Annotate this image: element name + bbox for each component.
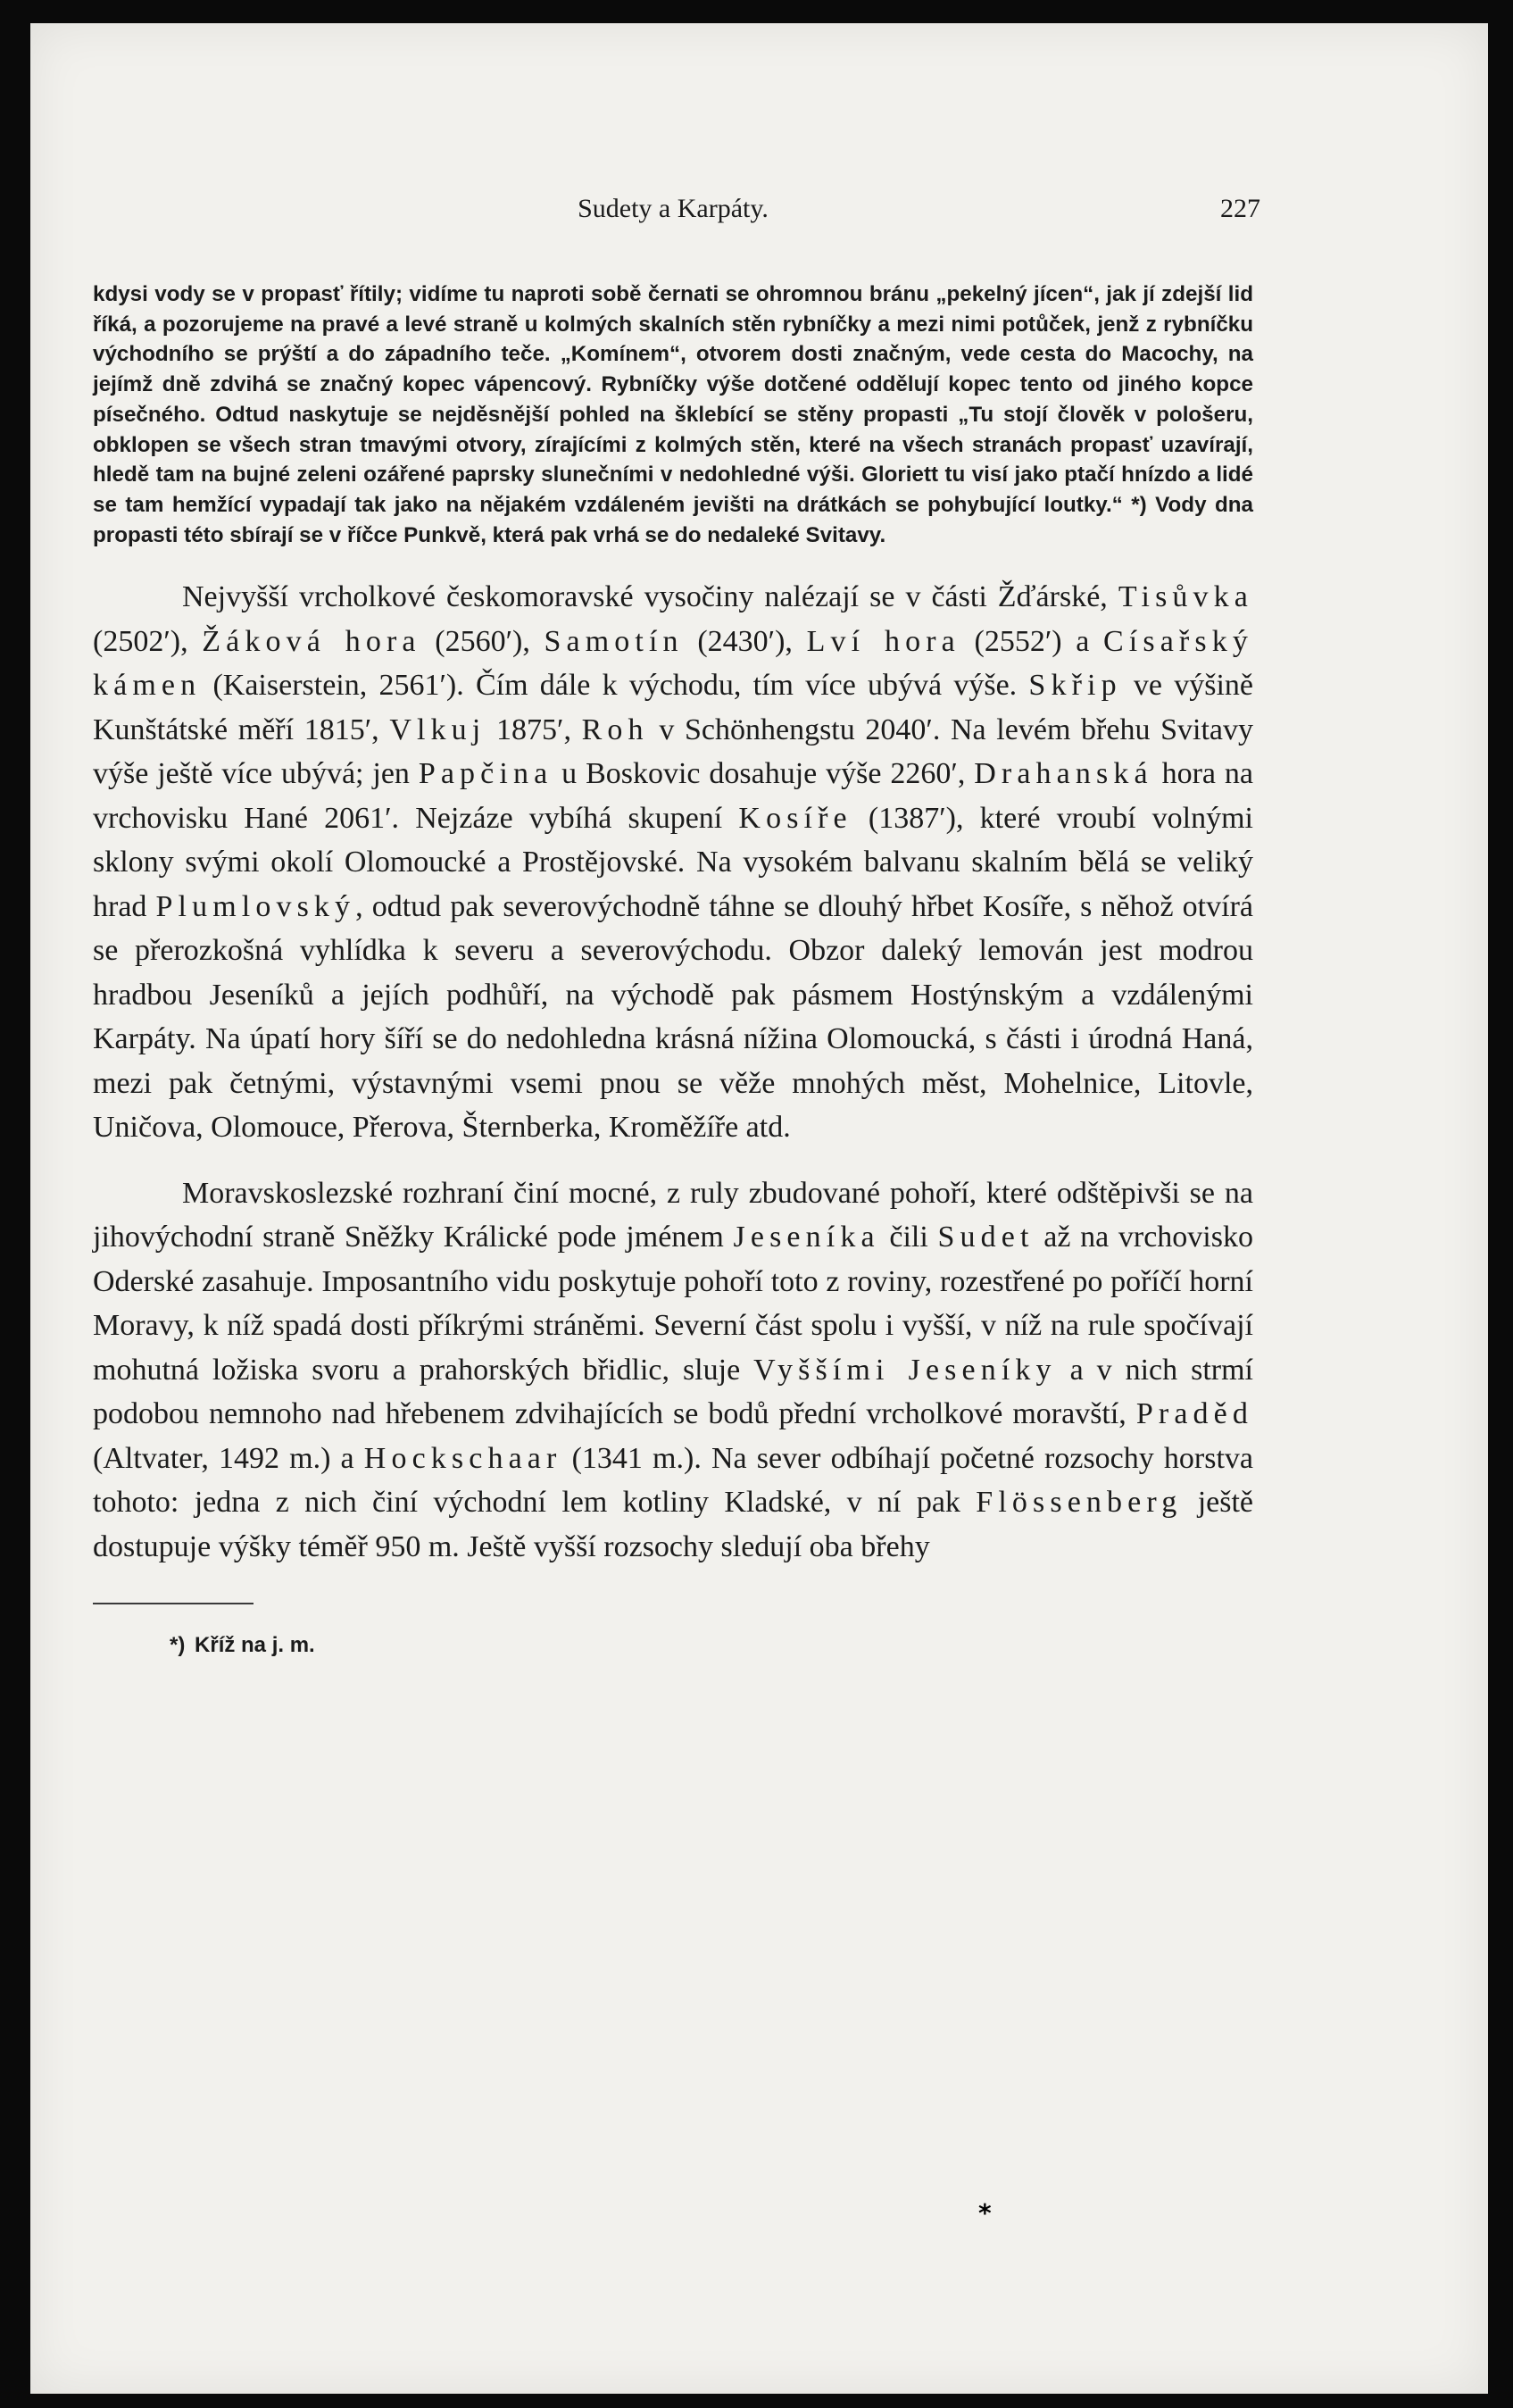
page-number: 227: [1220, 194, 1260, 223]
spaced-place-name: Skřip: [1028, 669, 1122, 703]
spaced-place-name: Hockschaar: [363, 1441, 562, 1475]
text-run: (1387′), které vroubí volnými sklony svými okolí Olomoucké a Prostějovské. Na vysokém balvanu skalním bělá se veliký hrad: [93, 801, 1254, 923]
text-run: (2502′),: [93, 624, 203, 658]
spaced-place-name: Praděd: [1135, 1397, 1253, 1431]
footnote-text: Kříž na j. m.: [195, 1633, 315, 1658]
signature-mark: *: [978, 2198, 992, 2228]
page-header: [93, 179, 1260, 233]
text-run: a v nich strmí podobou nemnoho nad hřebenem zdvihajících se bodů přední vrcholkové moravští,: [93, 1353, 1253, 1431]
quoted-passage: [93, 279, 1253, 550]
running-title: Sudety a Karpáty.: [578, 194, 769, 223]
text-run: až na vrchovisko Oderské zasahuje. Imposantního vidu poskytuje pohoří toto z roviny, rozestřené po poříčí horní Moravy, k níž spadá dosti příkrými stráněmi. Severní část spolu i vyšší, v níž na rule spočívají mohutná ložiska svoru a prahorských břidlic, sluje: [93, 1221, 1253, 1387]
spaced-place-name: Drahanská: [974, 757, 1153, 791]
spaced-place-name: Lví hora: [806, 624, 960, 658]
text-run: Moravskoslezské rozhraní činí mocné, z ruly zbudované pohoří, které odštěpivši se na jihovýchodní straně Sněžky Králické pode jménem: [93, 1176, 1253, 1254]
spaced-place-name: Samotín: [544, 624, 684, 658]
spaced-place-name: Vlkuj: [389, 712, 486, 746]
spaced-place-name: Žáková hora: [202, 624, 421, 658]
text-run: (Kaiserstein, 2561′). Čím dále k východu, tím více ubývá výše.: [201, 669, 1029, 703]
spaced-place-name: Tisůvka: [1118, 580, 1253, 614]
text-run: (Altvater, 1492 m.) a: [93, 1441, 364, 1475]
text-run: , odtud pak severovýchodně táhne se dlouhý hřbet Kosíře, s něhož otvírá se přerozkošná vyhlídka k severu a severovýchodu. Obzor daleký lemován jest modrou hradbou Jeseníků a jejích podhůří, na východě pak pásmem Hostýnským a vzdálenými Karpáty. Na úpatí hory šíří se do nedohledna krásná nížina Olomoucká, s části i úrodná Haná, mezi pak četnými, výstavnými vsemi pnou se věže mnohých měst, Mohelnice, Litovle, Uničova, Olomouce, Přerova, Šternberka, Kroměžíře atd.: [93, 889, 1253, 1145]
quoted-paragraph: kdysi vody se v propasť řítily; vidíme tu naproti sobě černati se ohromnou bránu „pekelný jícen“, jak jí zdejší lid říká, a pozorujeme na pravé a levé straně u kolmých skalních stěn rybníčky a mezi nimi potůček, jenž z rybníčku východního se prýští a do západního teče. „Komínem“, otvorem dosti značným, vede cesta do Macochy, na jejímž dně zdvihá se značný kopec vápencový. Rybníčky výše dotčené oddělují kopec tento od jiného kopce písečného. Odtud naskytuje se nejděsnější pohled na šklebící se stěny propasti „Tu stojí člověk v pološeru, obklopen se všech stran tmavými otvory, zírajícími z kolmých stěn, které na všech stranách propasť uzavírají, hledě tam na bujné zeleni ozářené paprsky slunečními v nedohledné výši. Gloriett tu visí jako ptačí hnízdo a lidé se tam hemžící vypadají tak jako na nějakém vzdáleném jevišti na drátkách se pohybující loutky.“ *) Vody dna propasti této sbírají se v říčce Punkvě, která pak vrhá se do nedaleké Svitavy.: [93, 282, 1253, 547]
paragraph-jesenik: [93, 1171, 1253, 1570]
spaced-place-name: Papčina: [418, 757, 553, 791]
text-run: (2430′),: [683, 624, 807, 658]
text-run: (2560′),: [420, 624, 545, 658]
text-run: v Schönhengstu 2040′. Na levém břehu Svitavy výše ještě více ubývá; jen: [93, 712, 1254, 791]
spaced-place-name: Kosíře: [738, 801, 852, 835]
spaced-place-name: Vyššími Jeseníky: [753, 1353, 1057, 1387]
text-run: (1341 m.). Na sever odbíhají početné rozsochy horstva tohoto: jedna z nich činí východní lem kotliny Kladské, v ní pak: [93, 1441, 1254, 1520]
book-page: [30, 23, 1488, 2394]
footnote-divider: [93, 1603, 254, 1604]
spaced-place-name: Roh: [581, 712, 649, 746]
text-run: čili: [879, 1221, 938, 1254]
text-run: hora na vrchovisku Hané 2061′. Nejzáze vybíhá skupení: [93, 757, 1253, 835]
spaced-place-name: Císařský kámen: [93, 624, 1253, 703]
text-run: u Boskovic dosahuje výše 2260′,: [553, 757, 975, 791]
text-run: Nejvyšší vrcholkové českomoravské vysočiny nalézají se v části Žďárské,: [182, 580, 1118, 614]
text-run: (2552′) a: [960, 624, 1103, 658]
spaced-place-name: Plumlovský: [155, 889, 356, 923]
paragraph-mountains: [93, 575, 1253, 1150]
text-run: ještě dostupuje výšky téměř 950 m. Ještě vyšší rozsochy sledují oba břehy: [93, 1486, 1254, 1563]
footnote: [170, 1633, 1253, 1658]
spaced-place-name: Sudet: [937, 1221, 1035, 1254]
spaced-place-name: Jeseníka: [733, 1221, 880, 1254]
text-run: 1875′,: [486, 712, 582, 746]
text-run: ve výšině Kunštátské měří 1815′,: [93, 669, 1254, 746]
main-text: [93, 575, 1253, 1569]
page-content: [93, 179, 1260, 1658]
spaced-place-name: Flössenberg: [976, 1486, 1183, 1520]
footnote-marker: *): [170, 1633, 186, 1658]
